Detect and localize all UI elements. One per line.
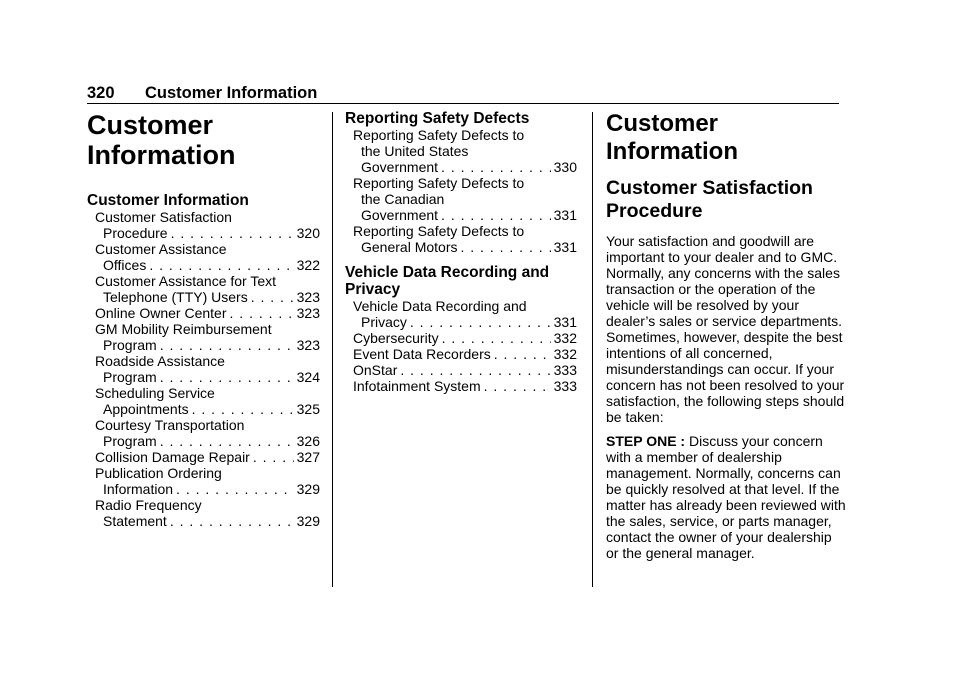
toc-entry-page: 326 [296, 433, 320, 449]
toc-entry-page: 323 [296, 305, 320, 321]
toc-entry-page: 323 [296, 337, 320, 353]
toc-entry[interactable] [87, 449, 320, 465]
toc-entry-label-cont: Statement [103, 513, 167, 529]
subsection-heading-line-2: Procedure [606, 200, 703, 222]
toc-entry-page: 327 [296, 449, 320, 465]
toc-entry[interactable] [345, 378, 577, 394]
toc-entry-page: 329 [296, 513, 320, 529]
column-divider-left [332, 112, 333, 587]
subsection-heading [606, 177, 846, 223]
toc-entry[interactable] [345, 298, 577, 330]
toc-entry[interactable] [87, 417, 320, 449]
toc-entry-label: Roadside Assistance [95, 353, 225, 369]
running-section-title: Customer Information [145, 84, 318, 102]
toc-entry-label-cont: the Canadian [361, 191, 445, 207]
toc-entry-label: Publication Ordering [95, 465, 222, 481]
toc-entry[interactable] [87, 353, 320, 385]
dot-leader [192, 401, 294, 417]
toc-entry-label: Cybersecurity [353, 330, 439, 346]
toc-entry-label: Reporting Safety Defects to [353, 175, 525, 191]
toc-entry-label: GM Mobility Reimbursement [95, 321, 272, 337]
toc-column-1 [87, 110, 320, 529]
toc-entry-label: OnStar [353, 362, 398, 378]
toc-entry-label: Courtesy Transportation [95, 417, 245, 433]
toc-list [345, 127, 577, 255]
dot-leader [160, 337, 294, 353]
dot-leader [400, 362, 550, 378]
toc-entry-label-cont: Appointments [103, 401, 189, 417]
toc-entry[interactable] [87, 241, 320, 273]
toc-entry-page: 329 [296, 481, 320, 497]
toc-entry-label-cont: Government [361, 159, 439, 175]
dot-leader [170, 513, 294, 529]
toc-entry-page: 330 [553, 159, 577, 175]
page-number: 320 [87, 84, 115, 102]
step-text: Discuss your concern with a member of dealership management. Normally, concerns can be quickly resolved at that level. If the matter has already been reviewed with the sales, service, or parts manager, contact the owner of your dealership or the general manager. [606, 433, 846, 561]
header-divider [87, 103, 839, 104]
toc-entry-page: 320 [296, 225, 320, 241]
toc-section-title: Reporting Safety Defects [345, 110, 530, 127]
dot-leader [460, 239, 550, 255]
dot-leader [441, 207, 551, 223]
chapter-title [87, 110, 320, 170]
toc-entry-page: 331 [553, 207, 577, 223]
toc-entry-label-cont: the United States [361, 143, 469, 159]
dot-leader [484, 378, 551, 394]
body-paragraph: Your satisfaction and goodwill are important to your dealer and to GMC. Normally, any concerns with the sales transaction or the operation of the vehicle will be resolved by your dealer’s sales or service departments. Sometimes, however, despite the best intentions of all concerned, misunderstandings can occur. If your concern has not been resolved to your satisfaction, the following steps should be taken: [606, 233, 845, 425]
toc-entry-label-cont: Procedure [103, 225, 168, 241]
toc-entry-label: Online Owner Center [95, 305, 227, 321]
dot-leader [176, 481, 294, 497]
toc-section-title [345, 264, 577, 298]
toc-entry[interactable] [345, 346, 577, 362]
section-heading: Customer Information [606, 110, 738, 165]
dot-leader [160, 369, 294, 385]
step-paragraph [606, 433, 846, 561]
toc-entry-page: 332 [553, 330, 577, 346]
toc-entry[interactable] [87, 321, 320, 353]
body-column [606, 110, 846, 561]
dot-leader [253, 449, 294, 465]
toc-entry[interactable] [345, 223, 577, 255]
dot-leader [149, 257, 293, 273]
dot-leader [251, 289, 294, 305]
toc-entry-label-cont: Government [361, 207, 439, 223]
toc-entry-page: 333 [553, 378, 577, 394]
toc-entry-label: Event Data Recorders [353, 346, 491, 362]
toc-entry[interactable] [345, 175, 577, 223]
toc-entry-label: Vehicle Data Recording and [353, 298, 527, 314]
dot-leader [410, 314, 551, 330]
toc-entry-label: Radio Frequency [95, 497, 202, 513]
chapter-title-line-2: Information [87, 140, 236, 170]
toc-entry-label: Customer Assistance for Text [95, 273, 277, 289]
toc-entry-label: Infotainment System [353, 378, 481, 394]
chapter-title-line-1: Customer [87, 110, 214, 140]
toc-entry-page: 324 [296, 369, 320, 385]
dot-leader [160, 433, 294, 449]
page-header [87, 83, 839, 103]
toc-entry-label-cont: Privacy [361, 314, 407, 330]
toc-entry-label-cont: Telephone (TTY) Users [103, 289, 248, 305]
toc-entry[interactable] [87, 305, 320, 321]
toc-entry-page: 323 [296, 289, 320, 305]
dot-leader [441, 159, 551, 175]
dot-leader [171, 225, 294, 241]
toc-section-title-line-2: Privacy [345, 281, 401, 298]
dot-leader [494, 346, 551, 362]
toc-entry-label: Customer Assistance [95, 241, 227, 257]
toc-entry-label: Reporting Safety Defects to [353, 223, 525, 239]
toc-entry-label-cont: Program [103, 433, 157, 449]
toc-section-title-line-1: Vehicle Data Recording and [345, 264, 550, 281]
toc-entry[interactable] [87, 465, 320, 497]
dot-leader [442, 330, 551, 346]
toc-entry-label: Customer Satisfaction [95, 209, 232, 225]
toc-entry[interactable] [345, 330, 577, 346]
toc-entry-label: Collision Damage Repair [95, 449, 250, 465]
subsection-heading-line-1: Customer Satisfaction [606, 177, 813, 199]
toc-entry[interactable] [87, 497, 320, 529]
toc-entry[interactable] [87, 273, 320, 305]
toc-entry-label-cont: Offices [103, 257, 147, 273]
toc-list [345, 298, 577, 394]
toc-entry-page: 333 [553, 362, 577, 378]
toc-entry-page: 332 [553, 346, 577, 362]
toc-entry-label: Reporting Safety Defects to [353, 127, 525, 143]
toc-entry-label-cont: Information [103, 481, 174, 497]
toc-entry[interactable] [345, 362, 577, 378]
toc-column-2 [345, 110, 577, 394]
toc-entry-label: Scheduling Service [95, 385, 215, 401]
column-divider-right [592, 112, 593, 587]
toc-entry-page: 331 [553, 314, 577, 330]
toc-entry-label-cont: Program [103, 337, 157, 353]
toc-entry[interactable] [87, 385, 320, 417]
toc-entry-label-cont: General Motors [361, 239, 458, 255]
toc-list [87, 209, 320, 529]
toc-entry-label-cont: Program [103, 369, 157, 385]
toc-entry-page: 322 [296, 257, 320, 273]
step-label: STEP ONE : [606, 433, 686, 449]
toc-section-title: Customer Information [87, 192, 249, 209]
dot-leader [230, 305, 294, 321]
toc-entry[interactable] [87, 209, 320, 241]
toc-entry-page: 325 [296, 401, 320, 417]
toc-entry-page: 331 [553, 239, 577, 255]
toc-entry[interactable] [345, 127, 577, 175]
